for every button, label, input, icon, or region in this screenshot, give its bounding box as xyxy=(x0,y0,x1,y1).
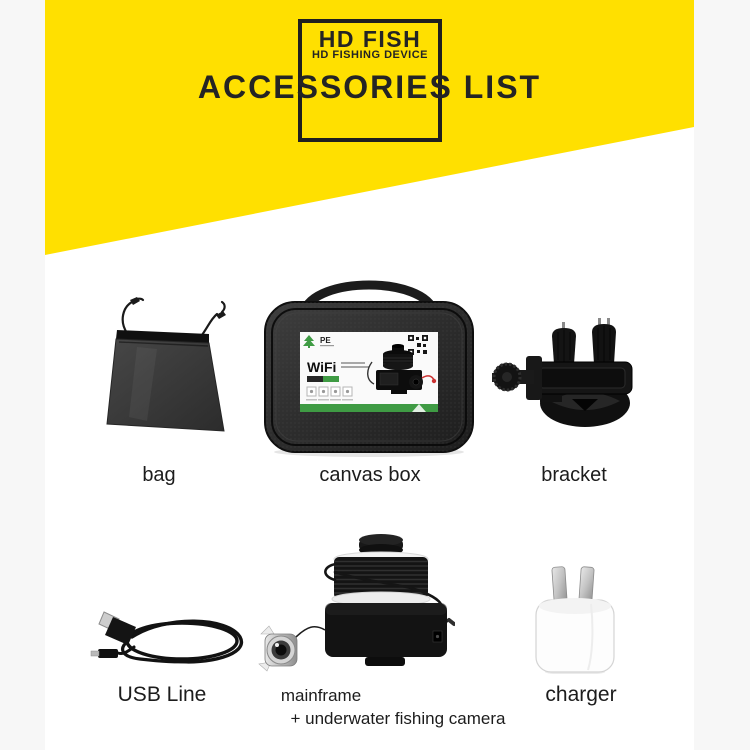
mainframe-box xyxy=(325,603,447,666)
mainframe-photo xyxy=(255,528,455,678)
camera-cable xyxy=(295,627,325,638)
banner-subtitle: HD FISHING DEVICE xyxy=(311,49,429,61)
canvas-box-image xyxy=(262,270,476,460)
bag-body xyxy=(107,339,224,431)
mainframe-sublabel: + underwater fishing camera xyxy=(290,709,506,728)
wifi-text: WiFi xyxy=(307,359,337,375)
drawstring-icon xyxy=(123,299,225,335)
charger-photo xyxy=(534,562,618,674)
top-knobs xyxy=(552,318,616,364)
charger-image xyxy=(534,562,618,674)
banner-heading: ACCESSORIES LIST xyxy=(197,69,542,105)
canvas-box-label: canvas box xyxy=(319,464,421,486)
usb-line-image xyxy=(88,603,256,671)
canvas-box-photo xyxy=(262,270,476,460)
charger-label: charger xyxy=(545,683,617,706)
bag-image xyxy=(105,293,235,443)
usb-a-connector xyxy=(99,612,136,645)
banner-title: HD FISH xyxy=(318,26,422,52)
brand-text: PE xyxy=(320,336,331,345)
underwater-camera xyxy=(259,626,297,671)
usb-line-photo xyxy=(88,603,256,671)
cable-loops xyxy=(118,621,241,662)
mainframe-image xyxy=(255,528,455,678)
bracket-photo xyxy=(492,318,637,430)
plug-prongs xyxy=(552,567,594,604)
bag-label: bag xyxy=(142,464,176,486)
barrel-plug xyxy=(91,649,118,658)
mainframe-label: mainframe xyxy=(280,686,362,705)
usb-line-label: USB Line xyxy=(117,683,207,706)
case-front-label xyxy=(300,332,438,412)
bracket-label: bracket xyxy=(541,464,607,486)
bag-photo xyxy=(105,293,235,443)
bracket-image xyxy=(492,318,637,430)
charger-body xyxy=(536,598,614,672)
